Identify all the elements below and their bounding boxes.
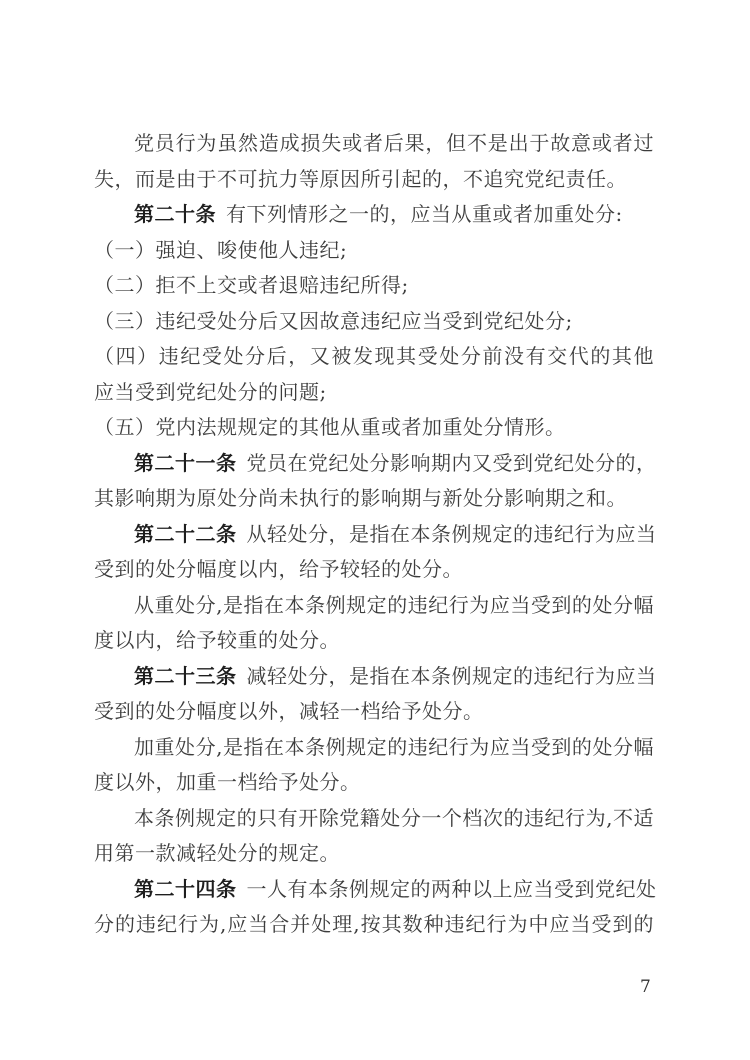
line-text: 有下列情形之一的，应当从重或者加重处分:	[226, 202, 623, 226]
line-text: 一人有本条例规定的两种以上应当受到党纪处	[246, 876, 657, 901]
line-text: 应当受到党纪处分的问题;	[94, 379, 327, 404]
line-text: 受到的处分幅度以外，减轻一档给予处分。	[94, 699, 484, 723]
line-text: 从轻处分，是指在本条例规定的违纪行为应当	[246, 521, 657, 546]
line-text: （一）强迫、唆使他人违纪;	[94, 237, 348, 262]
text-line	[94, 765, 654, 801]
text-line	[94, 588, 654, 624]
line-text: 党员在党纪处分影响期内又受到党纪处分的，	[246, 450, 657, 475]
line-text: 其影响期为原处分尚未执行的影响期与新处分影响期之和。	[94, 486, 627, 510]
line-text: 加重处分,是指在本条例规定的违纪行为应当受到的处分幅	[134, 734, 654, 759]
article-number: 第二十四条	[134, 876, 237, 901]
text-line	[94, 481, 654, 517]
text-line	[94, 801, 654, 837]
text-line	[94, 659, 657, 695]
line-text: 用第一款减轻处分的规定。	[94, 841, 340, 865]
text-line	[94, 836, 654, 872]
text-line	[94, 126, 654, 162]
text-line	[94, 197, 654, 233]
text-line	[94, 446, 657, 482]
line-text: 度以内，给予较重的处分。	[94, 628, 340, 652]
line-text: 减轻处分，是指在本条例规定的违纪行为应当	[246, 663, 657, 688]
page-number: 7	[640, 977, 651, 997]
text-line	[94, 907, 654, 943]
text-line	[94, 304, 654, 340]
line-text: 度以外，加重一档给予处分。	[94, 770, 361, 794]
text-line	[94, 233, 654, 269]
article-number: 第二十二条	[134, 521, 237, 546]
line-text: 党员行为虽然造成损失或者后果，但不是出于故意或者过	[134, 131, 654, 155]
line-text: （四）违纪受处分后，又被发现其受处分前没有交代的其他	[94, 344, 654, 368]
line-text: 分的违纪行为,应当合并处理,按其数种违纪行为中应当受到的	[94, 912, 654, 936]
line-text: 从重处分,是指在本条例规定的违纪行为应当受到的处分幅	[134, 592, 654, 617]
text-line	[94, 552, 654, 588]
text-line	[94, 872, 657, 908]
article-number: 第二十条	[134, 202, 216, 226]
line-text: （三）违纪受处分后又因故意违纪应当受到党纪处分;	[94, 308, 573, 333]
article-number: 第二十一条	[134, 450, 237, 475]
article-number: 第二十三条	[134, 663, 237, 688]
line-text: 失，而是由于不可抗力等原因所引起的，不追究党纪责任。	[94, 166, 627, 191]
text-line	[94, 517, 657, 553]
text-line	[94, 730, 654, 766]
text-line	[94, 694, 654, 730]
text-line	[94, 268, 654, 304]
line-text: 受到的处分幅度以内，给予较轻的处分。	[94, 557, 463, 581]
line-text: （二）拒不上交或者退赔违纪所得;	[94, 273, 409, 297]
document-body	[94, 126, 657, 943]
text-line	[94, 339, 654, 375]
text-line	[94, 375, 654, 411]
line-text: （五）党内法规规定的其他从重或者加重处分情形。	[94, 415, 566, 439]
text-line	[94, 410, 654, 446]
text-line	[94, 162, 654, 198]
line-text: 本条例规定的只有开除党籍处分一个档次的违纪行为,不适	[134, 805, 654, 830]
text-line	[94, 623, 654, 659]
